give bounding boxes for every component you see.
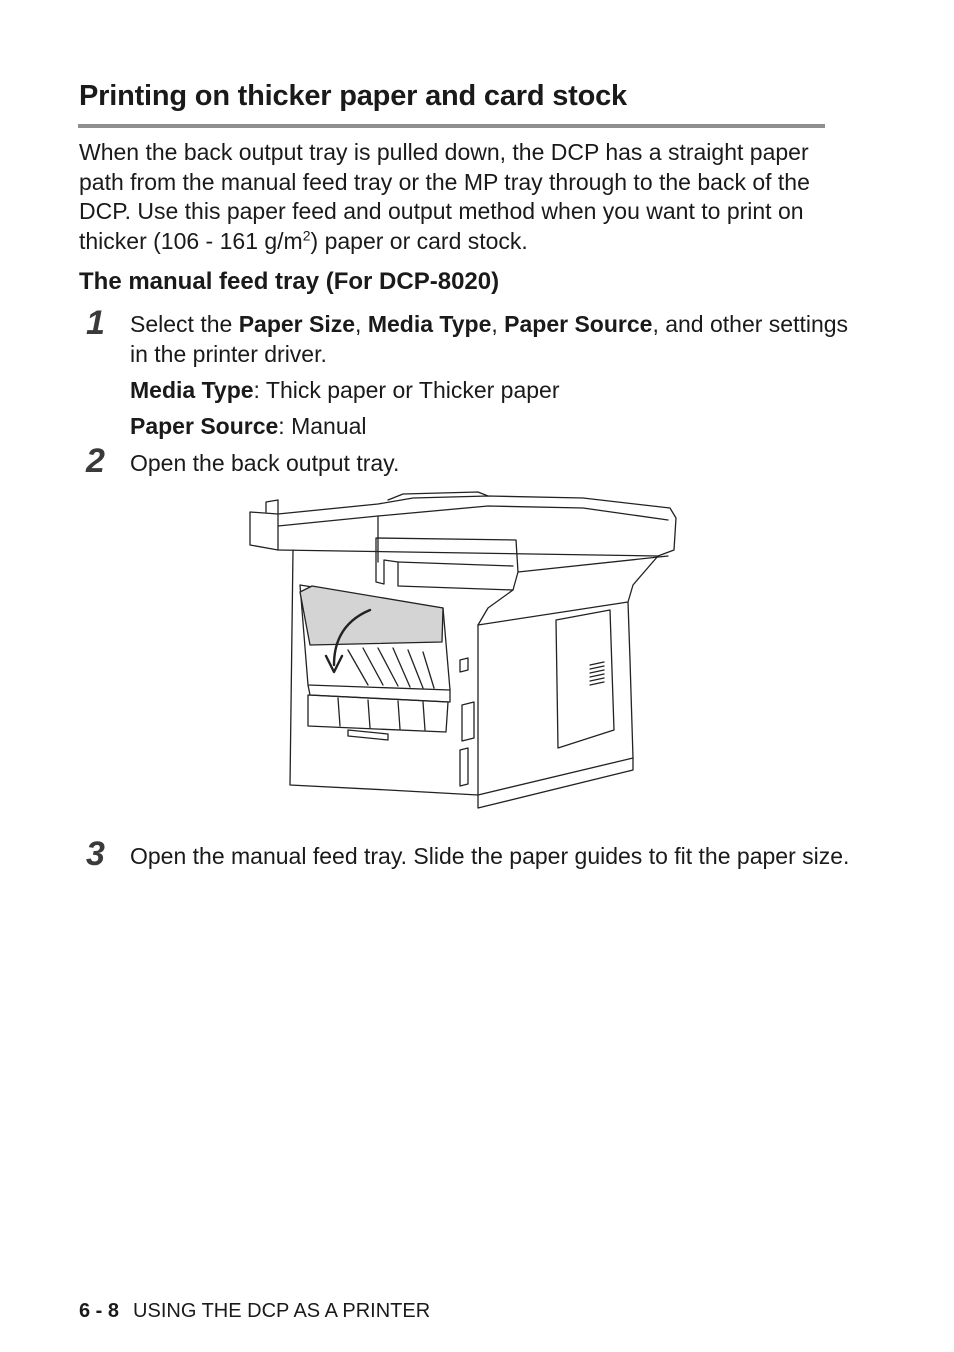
setting-label: Paper Source	[130, 413, 279, 439]
intro-paragraph	[79, 138, 839, 257]
paper-source-term: Paper Source	[504, 311, 653, 337]
page-number: 6 - 8	[79, 1300, 120, 1322]
chapter-title: USING THE DCP AS A PRINTER	[133, 1300, 431, 1322]
subsection-heading: The manual feed tray (For DCP-8020)	[79, 268, 500, 295]
heading-rule	[78, 124, 825, 128]
step-1-part: Select the	[130, 311, 239, 337]
step-3-text: Open the manual feed tray. Slide the paper guides to fit the paper size.	[130, 843, 850, 869]
step-1-number: 1	[86, 304, 105, 342]
setting-value: : Manual	[278, 413, 367, 439]
step-1-part: ,	[491, 311, 505, 337]
step-1-part: , and other settings in the printer driver.	[130, 311, 849, 367]
setting-media-type	[130, 376, 850, 406]
step-3-number: 3	[86, 835, 105, 873]
printer-back-output-tray-illustration	[238, 490, 688, 820]
step-1-part: ,	[355, 311, 368, 337]
superscript-2: 2	[302, 227, 311, 244]
setting-label: Media Type	[130, 377, 254, 403]
intro-text: When the back output tray is pulled down, the DCP has a straight paper path from the manual feed tray or the MP tray through to the back of the DCP. Use this paper feed and output method when you want to print on thicker (106 - 161 g/m	[79, 139, 810, 255]
setting-paper-source	[130, 412, 850, 442]
page-footer	[79, 1300, 430, 1323]
step-1-text	[130, 310, 850, 369]
setting-value: : Thick paper or Thicker paper	[253, 377, 560, 403]
step-2-text: Open the back output tray.	[130, 450, 400, 476]
section-heading: Printing on thicker paper and card stock	[79, 80, 627, 112]
paper-size-term: Paper Size	[238, 311, 356, 337]
media-type-term: Media Type	[367, 311, 492, 337]
step-2-number: 2	[86, 442, 105, 480]
intro-text-end: ) paper or card stock.	[310, 228, 528, 255]
